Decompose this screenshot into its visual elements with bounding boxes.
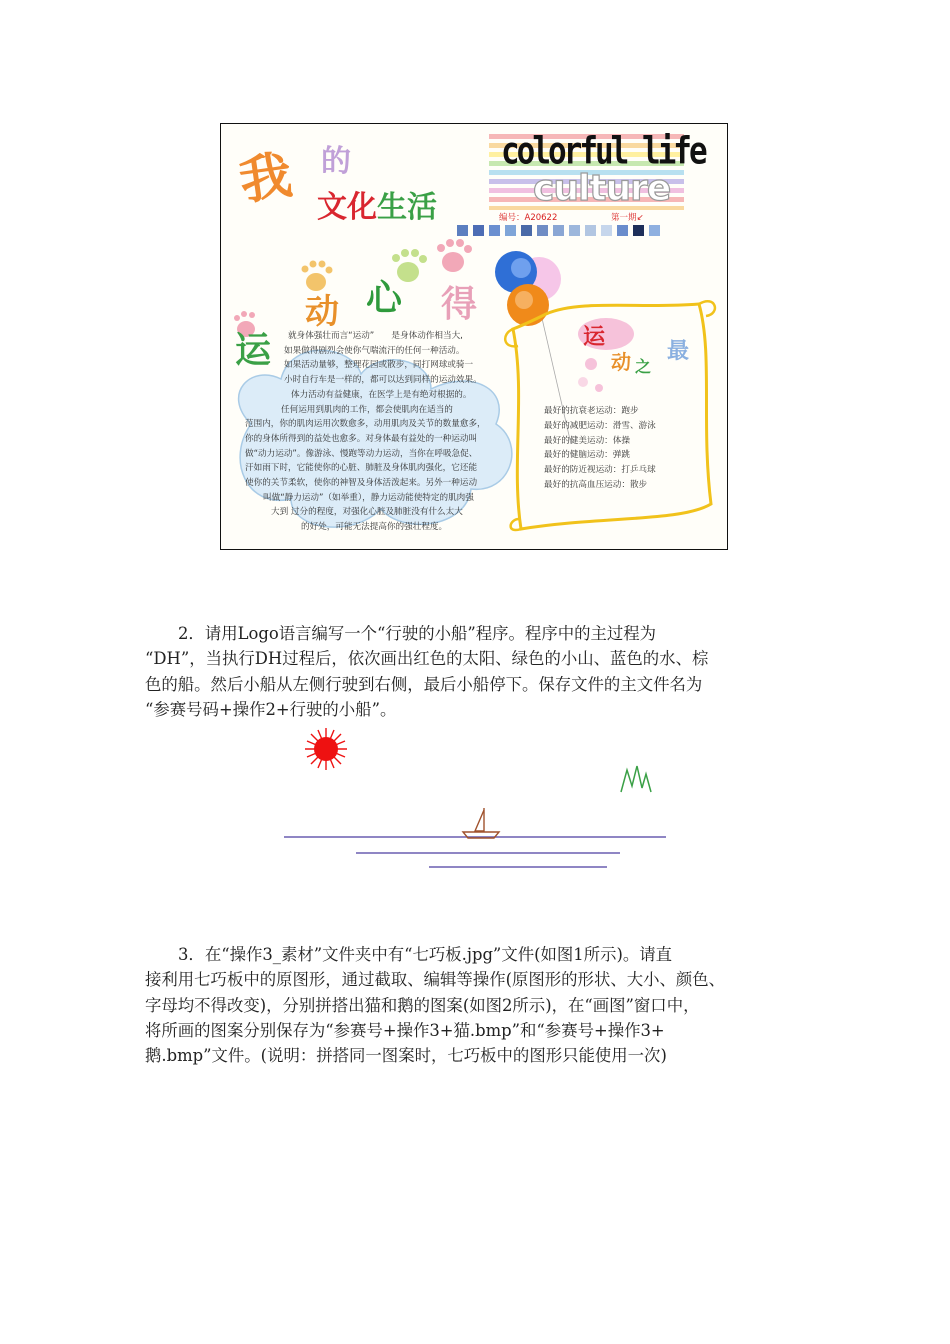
culture-title: culture bbox=[533, 168, 671, 209]
body-line: 任何运用到肌肉的工作，都会使肌肉在适当的 bbox=[281, 404, 453, 415]
record-item: 最好的健美运动：体操 bbox=[544, 435, 630, 446]
record-item: 最好的防近视运动：打乒乓球 bbox=[544, 465, 656, 476]
title-char-de: 的 bbox=[321, 144, 351, 179]
body-line: 小时自行车是一样的，都可以达到同样的运动效果。 bbox=[284, 375, 482, 386]
q3-line: 将所画的图案分别保存为“参赛号+操作3+猫.bmp”和“参赛号+操作3+ bbox=[145, 1020, 665, 1040]
sport-records-list bbox=[544, 404, 656, 493]
zuizhi-char-zhi: 之 bbox=[635, 357, 652, 376]
body-line: 如果活动量够，整理花园或散步，同打网球或骑一 bbox=[284, 360, 474, 371]
record-item: 最好的抗高血压运动：散步 bbox=[544, 479, 648, 490]
question-3 bbox=[145, 942, 810, 1068]
xinde-char-de: 得 bbox=[441, 283, 478, 325]
body-line: 你的身体所得到的益处也愈多。对身体最有益处的一种运动叫 bbox=[245, 433, 478, 444]
issue-number: 编号：A20622 bbox=[499, 213, 558, 223]
colorful-life-title: colorful life bbox=[501, 130, 705, 174]
question-2 bbox=[145, 621, 810, 722]
boat bbox=[463, 808, 499, 838]
body-line: 的好处，可能无法提高你的强壮程度。 bbox=[301, 522, 448, 533]
title-shenghuo: 生活 bbox=[377, 190, 437, 225]
body-line: 使你的关节柔软，使你的神智及身体活泼起来。另外一种运动 bbox=[245, 478, 478, 489]
q3-line: 鹅.bmp”文件。(说明：拼搭同一图案时，七巧板中的图形只能使用一次) bbox=[145, 1046, 667, 1066]
zuizhi-char-dong: 动 bbox=[611, 350, 631, 374]
issue-period: 第一期↙ bbox=[611, 213, 644, 223]
body-line: 汗如雨下时，它能使你的心脏、肺脏及身体肌肉强化，它还能 bbox=[245, 463, 478, 474]
zuizhi-char-yun: 运 bbox=[583, 324, 606, 350]
q2-line: 色的船。然后小船从左侧行驶到右侧，最后小船停下。保存文件的主文件名为 bbox=[145, 674, 703, 694]
water bbox=[284, 837, 666, 867]
exercise-body-text bbox=[241, 329, 531, 535]
xinde-char-xin: 心 bbox=[366, 277, 403, 319]
body-line: 大到 过分的程度，对强化心脏及肺脏没有什么太大 bbox=[271, 507, 463, 518]
zuizhi-char-zui: 最 bbox=[667, 338, 690, 364]
q3-line: 字母均不得改变)，分别拼搭出猫和鹅的图案(如图2所示)，在“画图”窗口中， bbox=[145, 995, 700, 1015]
culture-poster bbox=[220, 123, 728, 550]
body-line: 叫做“静力运动”（如举重），静力运动能使特定的肌肉强 bbox=[263, 492, 474, 503]
xinde-char-yun: 运 bbox=[235, 329, 272, 371]
record-item: 最好的抗衰老运动：跑步 bbox=[544, 406, 639, 416]
title-char-wo: 我 bbox=[235, 144, 296, 213]
sun bbox=[305, 728, 347, 770]
body-line: 如果做得剧烈会使你气喘流汗的任何一种活动。 bbox=[284, 345, 465, 356]
title-line2 bbox=[317, 182, 437, 226]
record-item: 最好的健脑运动：弹跳 bbox=[544, 450, 630, 461]
hill bbox=[621, 766, 651, 792]
title-wenhua: 文化 bbox=[317, 190, 377, 225]
body-line: 体力活动有益健康，在医学上是有绝对根据的。 bbox=[291, 389, 472, 400]
q2-line: “DH”，当执行DH过程后，依次画出红色的太阳、绿色的小山、蓝色的水、棕 bbox=[145, 649, 709, 669]
body-line: 范围内，你的肌肉运用次数愈多，动用肌肉及关节的数量愈多， bbox=[245, 419, 486, 430]
q3-line: 3．在“操作3_素材”文件夹中有“七巧板.jpg”文件(如图1所示)。请直 bbox=[178, 945, 673, 964]
logo-boat-figure bbox=[270, 722, 680, 877]
xinde-char-dong: 动 bbox=[305, 292, 339, 332]
body-line: 做“动力运动”。像游泳、慢跑等动力运动，当你在呼吸急促、 bbox=[245, 448, 478, 459]
q3-line: 接利用七巧板中的原图形，通过截取、编辑等操作(原图形的形状、大小、颜色、 bbox=[145, 970, 726, 990]
q2-line: 2．请用Logo语言编写一个“行驶的小船”程序。程序中的主过程为 bbox=[178, 624, 657, 643]
body-line: 就身体强壮而言“运动” 是身体动作相当大, bbox=[288, 331, 463, 341]
record-item: 最好的减肥运动：滑雪、游泳 bbox=[544, 420, 656, 431]
color-squares bbox=[457, 225, 660, 236]
q2-line: “参赛号码+操作2+行驶的小船”。 bbox=[145, 699, 397, 719]
